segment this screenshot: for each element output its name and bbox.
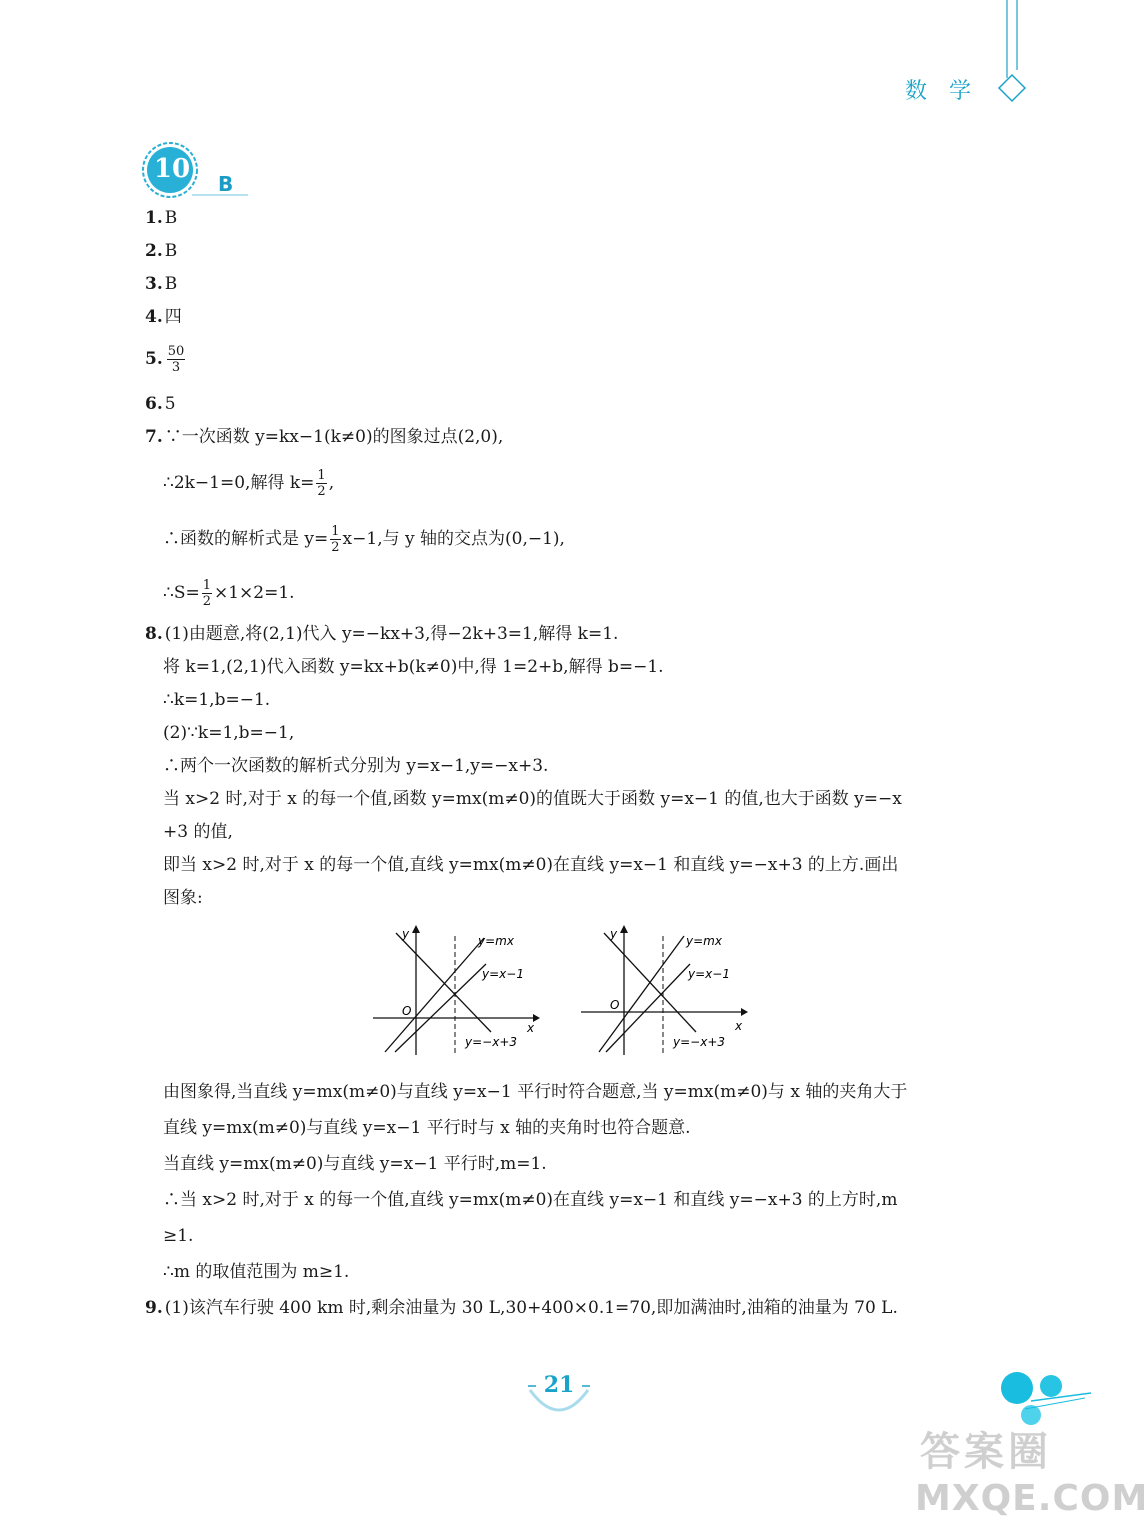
y-axis-label: y [610, 927, 618, 941]
answer-4: 4. 四 [145, 307, 182, 327]
line-neg-x-plus-3-label: y=−x+3 [465, 1035, 518, 1049]
line-x-minus-1-label: y=x−1 [482, 967, 524, 981]
answer-3: 3. B [145, 274, 178, 294]
section-label: B [218, 172, 234, 196]
answer-5: 5. $\frac{50}{3}$ [145, 344, 185, 375]
graph-right [576, 920, 751, 1060]
q8-line-13: ∴当 x>2 时,对于 x 的每一个值,直线 y=mx(m≠0)在直线 y=x−1 和直线 y=−x+3 的上方时,m [163, 1190, 898, 1210]
q8-line-8: 即当 x>2 时,对于 x 的每一个值,直线 y=mx(m≠0)在直线 y=x−1 和直线 y=−x+3 的上方.画出 [163, 855, 899, 875]
watermark-logo: 答案圈 [920, 1429, 1052, 1475]
q7-line-3: ∴函数的解析式是 y= $\frac{1}{2}$ x−1,与 y 轴的交点为(0,−1), [163, 524, 565, 555]
line-mx-label: y=mx [686, 934, 722, 948]
line-mx-label: y=mx [478, 934, 514, 948]
x-axis-label: x [735, 1019, 743, 1033]
q8-line-7: +3 的值, [163, 822, 233, 842]
q8-line-14: ≥1. [163, 1226, 194, 1246]
q8-line-5: ∴两个一次函数的解析式分别为 y=x−1,y=−x+3. [163, 756, 549, 776]
diamond-icon [999, 75, 1025, 101]
page-number: 21 [543, 1372, 575, 1398]
y-axis-label: y [402, 927, 410, 941]
q8-line-4: (2)∵k=1,b=−1, [163, 723, 295, 743]
line-x-minus-1-label: y=x−1 [688, 967, 730, 981]
watermark-url: MXQE.COM [915, 1478, 1148, 1519]
graph-left [368, 920, 543, 1060]
q8-line-6: 当 x>2 时,对于 x 的每一个值,函数 y=mx(m≠0)的值既大于函数 y=x−1 的值,也大于函数 y=−x [163, 789, 902, 809]
q7-line-2: ∴2k−1=0,解得 k= $\frac{1}{2}$ , [163, 468, 335, 499]
q7-line-1: 7. ∵一次函数 y=kx−1(k≠0)的图象过点(2,0), [145, 427, 504, 447]
header-decoration [995, 0, 1035, 110]
q8-line-9: 图象: [163, 888, 203, 908]
q9-line-1: 9. (1)该汽车行驶 400 km 时,剩余油量为 30 L,30+400×0.1=70,即加满油时,油箱的油量为 70 L. [145, 1298, 898, 1318]
q8-line-11: 直线 y=mx(m≠0)与直线 y=x−1 平行时与 x 轴的夹角时也符合题意. [163, 1118, 691, 1138]
answer-2: 2. B [145, 241, 178, 261]
q8-line-1: 8. (1)由题意,将(2,1)代入 y=−kx+3,得−2k+3=1,解得 k=1. [145, 624, 619, 644]
q7-line-4: ∴S= $\frac{1}{2}$ ×1×2=1. [163, 578, 295, 609]
section-number: 10 [153, 154, 191, 184]
answer-6: 6. 5 [145, 394, 176, 414]
subject-title: 数学 [905, 79, 994, 104]
q8-line-15: ∴m 的取值范围为 m≥1. [163, 1262, 350, 1282]
x-axis-label: x [527, 1021, 535, 1035]
q8-line-12: 当直线 y=mx(m≠0)与直线 y=x−1 平行时,m=1. [163, 1154, 547, 1174]
q8-line-2: 将 k=1,(2,1)代入函数 y=kx+b(k≠0)中,得 1=2+b,解得 b=−1. [163, 657, 664, 677]
origin-label: O [610, 998, 620, 1012]
q8-line-10: 由图象得,当直线 y=mx(m≠0)与直线 y=x−1 平行时符合题意,当 y=mx(m≠0)与 x 轴的夹角大于 [163, 1082, 908, 1102]
q8-line-3: ∴k=1,b=−1. [163, 690, 271, 710]
line-neg-x-plus-3-label: y=−x+3 [673, 1035, 726, 1049]
origin-label: O [402, 1004, 412, 1018]
answer-1: 1. B [145, 208, 178, 228]
